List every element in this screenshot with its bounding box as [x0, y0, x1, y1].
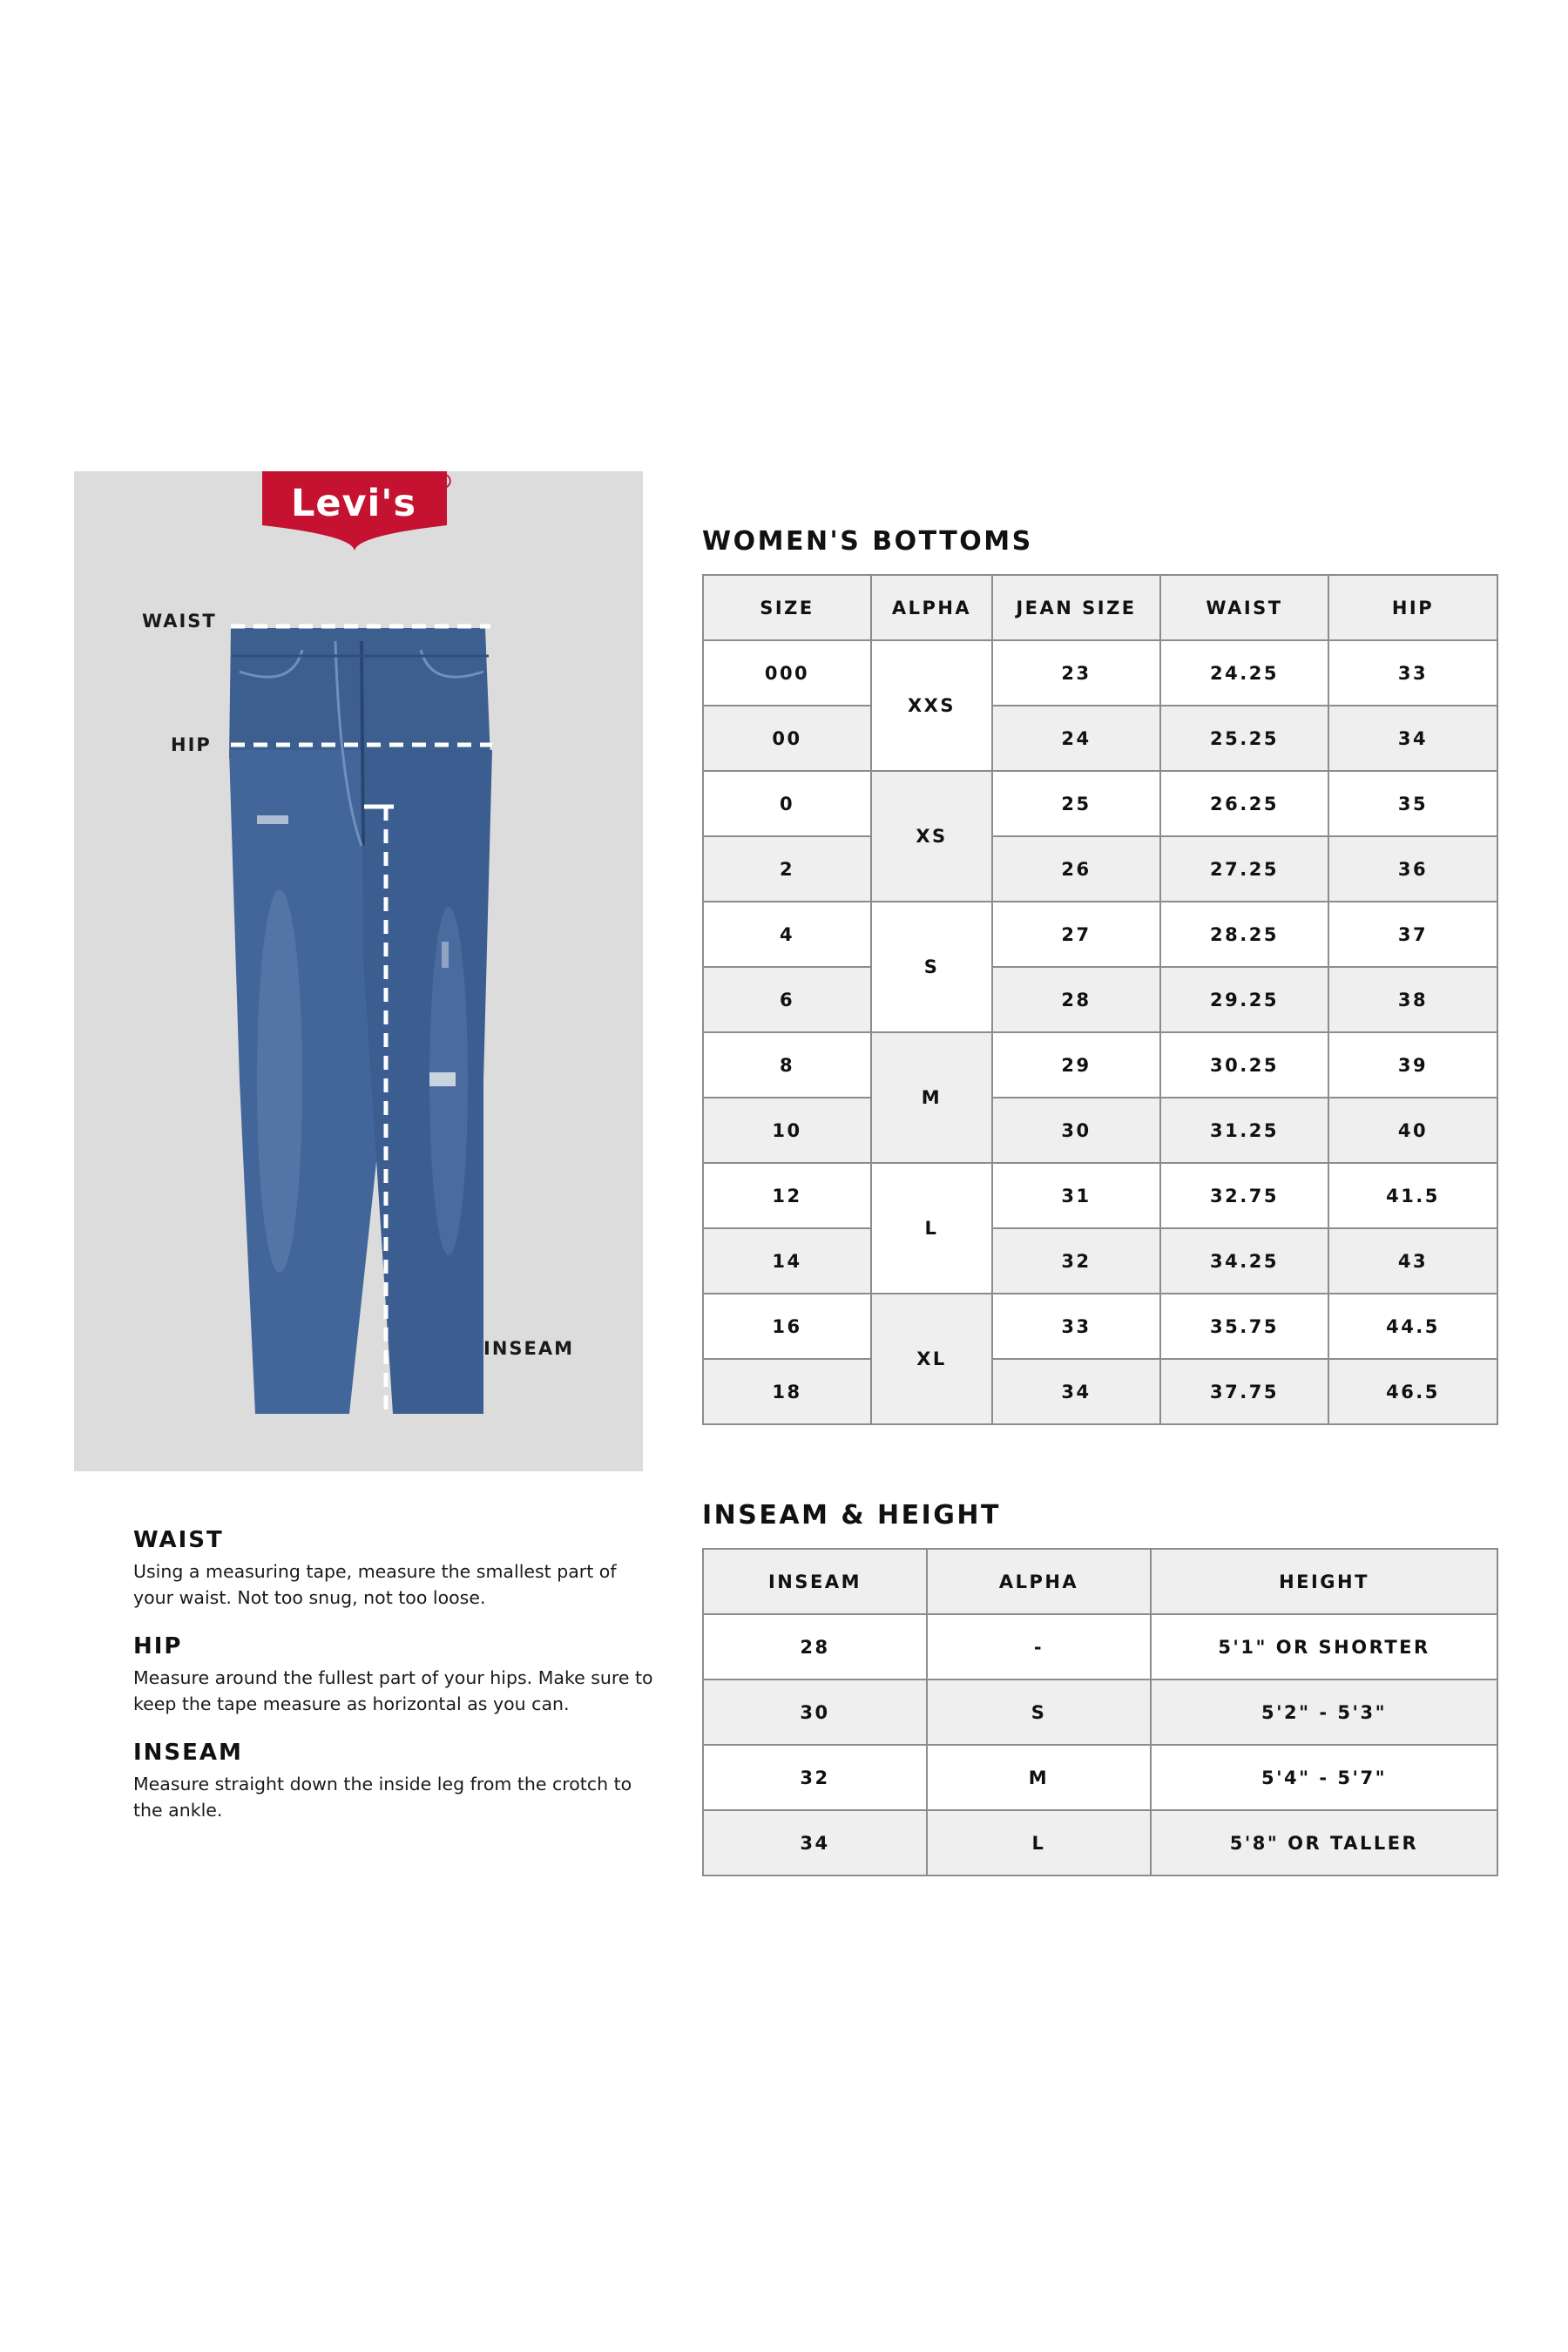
table-row	[703, 836, 1497, 902]
jean-size-cell: 34	[992, 1359, 1160, 1424]
header-alpha: ALPHA	[871, 575, 992, 640]
hip-cell: 34	[1328, 706, 1497, 771]
hip-cell: 35	[1328, 771, 1497, 836]
header-size: SIZE	[703, 575, 871, 640]
inseam-cell: 34	[703, 1810, 927, 1876]
size-cell: 14	[703, 1228, 871, 1294]
hip-cell: 44.5	[1328, 1294, 1497, 1359]
size-cell: 0	[703, 771, 871, 836]
hip-cell: 38	[1328, 967, 1497, 1032]
waist-instruction-text: Using a measuring tape, measure the smallest part of your waist. Not too snug, not too loose.	[133, 1561, 617, 1608]
size-cell: 00	[703, 706, 871, 771]
jean-size-cell: 31	[992, 1163, 1160, 1228]
brand-logo-text: Levi's	[290, 482, 417, 525]
jean-size-cell: 26	[992, 836, 1160, 902]
size-cell: 18	[703, 1359, 871, 1424]
inseam-height-title: INSEAM & HEIGHT	[702, 1500, 1001, 1531]
registered-mark: ®	[433, 471, 454, 494]
waist-label: WAIST	[142, 611, 217, 632]
table-header-row	[703, 575, 1497, 640]
height-cell: 5'4" - 5'7"	[1151, 1745, 1497, 1810]
header-height: HEIGHT	[1151, 1549, 1497, 1614]
size-cell: 4	[703, 902, 871, 967]
size-cell: 10	[703, 1098, 871, 1163]
inseam-cell: 28	[703, 1614, 927, 1680]
jean-size-cell: 25	[992, 771, 1160, 836]
height-cell: 5'8" OR TALLER	[1151, 1810, 1497, 1876]
height-cell: 5'2" - 5'3"	[1151, 1680, 1497, 1745]
table-row	[703, 1680, 1497, 1745]
jean-size-cell: 23	[992, 640, 1160, 706]
waist-instruction-title: WAIST	[133, 1527, 224, 1553]
header-inseam: INSEAM	[703, 1549, 927, 1614]
hip-cell: 43	[1328, 1228, 1497, 1294]
waist-cell: 28.25	[1160, 902, 1328, 967]
hip-cell: 36	[1328, 836, 1497, 902]
table-row	[703, 967, 1497, 1032]
alpha-cell: M	[927, 1745, 1151, 1810]
table-row	[703, 640, 1497, 706]
womens-bottoms-table	[702, 574, 1498, 1425]
hip-instruction	[133, 1633, 656, 1717]
hip-cell: 41.5	[1328, 1163, 1497, 1228]
waist-cell: 30.25	[1160, 1032, 1328, 1098]
inseam-instruction-text: Measure straight down the inside leg from the crotch to the ankle.	[133, 1774, 632, 1821]
hip-cell: 46.5	[1328, 1359, 1497, 1424]
size-cell: 8	[703, 1032, 871, 1098]
inseam-cell: 30	[703, 1680, 927, 1745]
header-jean-size: JEAN SIZE	[992, 575, 1160, 640]
hip-cell: 40	[1328, 1098, 1497, 1163]
jean-size-cell: 33	[992, 1294, 1160, 1359]
alpha-cell: -	[927, 1614, 1151, 1680]
alpha-cell: XS	[871, 771, 992, 902]
hip-label: HIP	[171, 734, 212, 755]
table-row	[703, 1098, 1497, 1163]
inseam-cell: 32	[703, 1745, 927, 1810]
table-header-row	[703, 1549, 1497, 1614]
hip-cell: 33	[1328, 640, 1497, 706]
table-row	[703, 1228, 1497, 1294]
brand-logo	[262, 471, 454, 551]
alpha-cell: L	[927, 1810, 1151, 1876]
waist-cell: 34.25	[1160, 1228, 1328, 1294]
waist-cell: 31.25	[1160, 1098, 1328, 1163]
inseam-height-table	[702, 1548, 1498, 1876]
waist-cell: 35.75	[1160, 1294, 1328, 1359]
size-cell: 2	[703, 836, 871, 902]
jean-size-cell: 29	[992, 1032, 1160, 1098]
table-row	[703, 706, 1497, 771]
alpha-cell: M	[871, 1032, 992, 1163]
table-row	[703, 771, 1497, 836]
size-cell: 12	[703, 1163, 871, 1228]
waist-instruction	[133, 1527, 656, 1611]
measurement-instructions	[133, 1527, 656, 1846]
table-row	[703, 902, 1497, 967]
height-cell: 5'1" OR SHORTER	[1151, 1614, 1497, 1680]
waist-cell: 24.25	[1160, 640, 1328, 706]
jean-size-cell: 30	[992, 1098, 1160, 1163]
inseam-label: INSEAM	[483, 1338, 575, 1359]
table-row	[703, 1294, 1497, 1359]
waist-cell: 29.25	[1160, 967, 1328, 1032]
inseam-instruction	[133, 1740, 656, 1823]
jeans-illustration-panel	[74, 471, 643, 1471]
table-row	[703, 1359, 1497, 1424]
hip-instruction-title: HIP	[133, 1633, 183, 1659]
waist-cell: 25.25	[1160, 706, 1328, 771]
jean-size-cell: 24	[992, 706, 1160, 771]
jean-size-cell: 28	[992, 967, 1160, 1032]
table-row	[703, 1614, 1497, 1680]
hip-cell: 37	[1328, 902, 1497, 967]
jean-size-cell: 27	[992, 902, 1160, 967]
alpha-cell: S	[871, 902, 992, 1032]
header-hip: HIP	[1328, 575, 1497, 640]
alpha-cell: XXS	[871, 640, 992, 771]
alpha-cell: L	[871, 1163, 992, 1294]
waist-cell: 26.25	[1160, 771, 1328, 836]
table-row	[703, 1745, 1497, 1810]
waist-cell: 27.25	[1160, 836, 1328, 902]
waist-cell: 32.75	[1160, 1163, 1328, 1228]
waist-cell: 37.75	[1160, 1359, 1328, 1424]
size-cell: 16	[703, 1294, 871, 1359]
table-row	[703, 1032, 1497, 1098]
womens-bottoms-title: WOMEN'S BOTTOMS	[702, 526, 1033, 557]
size-cell: 6	[703, 967, 871, 1032]
header-alpha: ALPHA	[927, 1549, 1151, 1614]
table-row	[703, 1163, 1497, 1228]
header-waist: WAIST	[1160, 575, 1328, 640]
inseam-instruction-title: INSEAM	[133, 1740, 243, 1766]
hip-cell: 39	[1328, 1032, 1497, 1098]
table-row	[703, 1810, 1497, 1876]
hip-instruction-text: Measure around the fullest part of your hips. Make sure to keep the tape measure as horizontal as you can.	[133, 1667, 653, 1714]
jean-size-cell: 32	[992, 1228, 1160, 1294]
alpha-cell: S	[927, 1680, 1151, 1745]
size-cell: 000	[703, 640, 871, 706]
alpha-cell: XL	[871, 1294, 992, 1424]
